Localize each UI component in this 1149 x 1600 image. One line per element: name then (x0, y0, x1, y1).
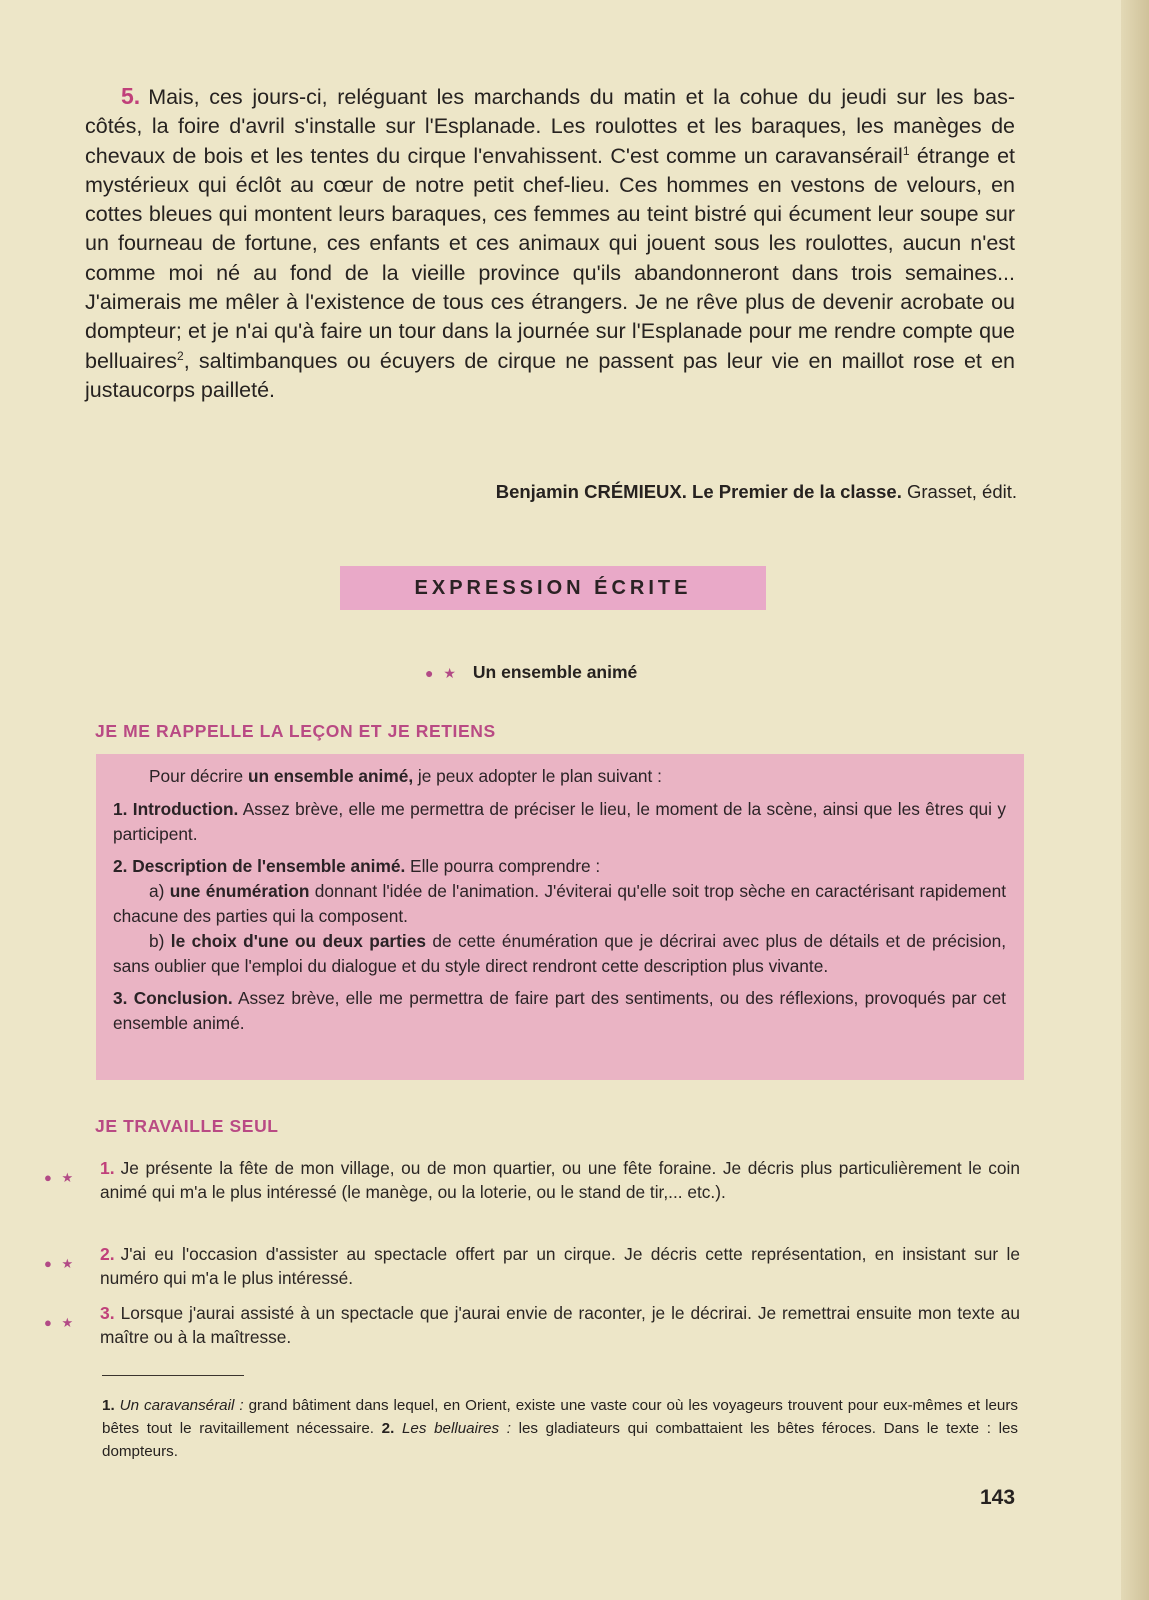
source-citation (330, 481, 1017, 503)
exercise-3-text: Lorsque j'aurai assisté à un spectacle que j'aurai envie de raconter, je le décrirai. Je remettrai ensuite mon texte au maître ou à la maîtresse. (100, 1303, 1020, 1347)
exercise-1-text: Je présente la fête de mon village, ou de mon quartier, ou une fête foraine. Je décris plus particulièrement le coin animé qui m'a le plus intéressé (le manège, ou la loterie, ou le stand de tir,... etc.). (100, 1158, 1020, 1202)
footnote-ref-2: 2 (177, 348, 184, 363)
lesson-item-2b-text: de cette énumération que je décrirai avec plus de détails et de précision, sans oublier que l'emploi du dialogue et du style direct rendront cette description plus vivante. (113, 930, 1007, 976)
lesson-item-1 (113, 797, 1006, 847)
lesson-item-3-title: Conclusion. (133, 988, 233, 1009)
difficulty-marks-icon: ● ★ (425, 665, 459, 681)
lesson-item-2b (113, 929, 1006, 979)
footnote-1-term: Un caravansérail : (119, 1397, 244, 1414)
lesson-intro (113, 764, 1006, 789)
footnote-1-text: grand bâtiment dans lequel, en Orient, existe une vaste cour où les voyageurs trouvent pour eux-mêmes et leurs bêtes tout le ravitaillement nécessaire. (102, 1397, 1018, 1437)
exercise-item (100, 1156, 1020, 1204)
lesson-item-2-title: Description de l'ensemble animé. (132, 856, 406, 877)
footnote-ref-1: 1 (902, 143, 910, 158)
theme-title: Un ensemble animé (472, 662, 638, 682)
lesson-item-3 (113, 986, 1006, 1036)
lesson-heading: JE ME RAPPELLE LA LEÇON ET JE RETIENS (95, 721, 496, 741)
section-banner (340, 566, 766, 610)
footnote-divider (102, 1375, 244, 1376)
lesson-item-1-title: Introduction. (132, 798, 239, 819)
lesson-item-2a (113, 879, 1006, 929)
exercise-heading: JE TRAVAILLE SEUL (95, 1116, 279, 1136)
exercise-2-number: 2. (100, 1244, 115, 1264)
footnote-2-number: 2. (381, 1420, 395, 1437)
lesson-content (113, 764, 1006, 1044)
page-edge (1121, 0, 1149, 1600)
exercise-2-text: J'ai eu l'occasion d'assister au spectacle offert par un cirque. Je décris cette représentation, en insistant sur le numéro qui m'a le plus intéressé. (100, 1244, 1020, 1288)
lesson-intro-pre: Pour décrire (149, 766, 248, 786)
passage-text (85, 82, 1015, 405)
banner-title: EXPRESSION ÉCRITE (414, 576, 692, 599)
exercise-1-number: 1. (100, 1158, 115, 1178)
lesson-intro-post: je peux adopter le plan suivant : (413, 766, 662, 786)
lesson-item-1-number: 1. (113, 798, 128, 819)
lesson-item-2a-bold: une énumération (169, 881, 310, 902)
lesson-item-2a-label: a) (149, 881, 170, 902)
passage-text-part-3: , saltimbanques ou écuyers de cirque ne passent pas leur vie en maillot rose et en justaucorps pailleté. (85, 348, 1015, 402)
lesson-item-2b-label: b) (149, 930, 171, 951)
source-publisher: Grasset, édit. (906, 481, 1017, 502)
exercise-item (100, 1301, 1020, 1349)
page-number: 143 (980, 1486, 1016, 1509)
exercise-item (100, 1242, 1020, 1290)
passage-text-part-1: Mais, ces jours-ci, reléguant les marchands du matin et la cohue du jeudi sur les bas-côtés, la foire d'avril s'installe sur l'Esplanade. Les roulottes et les baraques, les manèges de chevaux de bois et les tentes du cirque l'envahissent. C'est comme un caravansérail (85, 85, 1015, 168)
exercise-3-number: 3. (100, 1303, 115, 1323)
theme-line (425, 662, 637, 683)
lesson-item-2a-text: donnant l'idée de l'animation. J'éviterai qu'elle soit trop sèche en caractérisant rapidement chacune des parties qui la composent. (113, 881, 1007, 926)
lesson-item-3-number: 3. (113, 988, 128, 1009)
source-author: Benjamin CRÉMIEUX. (495, 481, 687, 502)
source-work: Le Premier de la classe. (692, 481, 902, 502)
passage-text-part-2: étrange et mystérieux qui éclôt au cœur de notre petit chef-lieu. Ces hommes en vestons de velours, en cottes bleues qui montent leurs baraques, ces femmes au teint bistré qui écument leur soupe sur un fourneau de fortune, ces enfants et ces animaux qui jouent sous les roulottes, aucun n'est comme moi né au fond de la vieille province qu'ils abandonneront dans trois semaines... J'aimerais me mêler à l'existence de tous ces étrangers. Je ne rêve plus de devenir acrobate ou dompteur; et je n'ai qu'à faire un tour dans la journée sur l'Esplanade pour me rendre compte que belluaires (85, 143, 1016, 373)
lesson-item-2 (113, 854, 1006, 879)
exercise-2-difficulty-icon: ● ★ (44, 1256, 77, 1271)
lesson-item-2b-bold: le choix d'une ou deux parties (170, 930, 426, 951)
lesson-intro-bold: un ensemble animé, (247, 766, 414, 786)
footnote-2-text: les gladiateurs qui combattaient les bêtes féroces. Dans le texte : les dompteurs. (102, 1420, 1018, 1460)
footnotes (102, 1394, 1018, 1463)
lesson-item-1-text: Assez brève, elle me permettra de préciser le lieu, le moment de la scène, ainsi que les êtres qui y participent. (113, 798, 1006, 844)
passage-paragraph (85, 82, 1015, 405)
footnote-1-number: 1. (102, 1397, 115, 1414)
exercise-3-difficulty-icon: ● ★ (44, 1315, 77, 1330)
footnote-2-term: Les belluaires : (401, 1420, 511, 1437)
lesson-item-3-text: Assez brève, elle me permettra de faire part des sentiments, ou des réflexions, provoqués par cet ensemble animé. (113, 988, 1006, 1034)
lesson-item-2-text: Elle pourra comprendre : (405, 856, 601, 877)
exercise-1-difficulty-icon: ● ★ (44, 1170, 77, 1185)
lesson-item-2-number: 2. (113, 856, 128, 877)
passage-number: 5. (121, 83, 141, 109)
